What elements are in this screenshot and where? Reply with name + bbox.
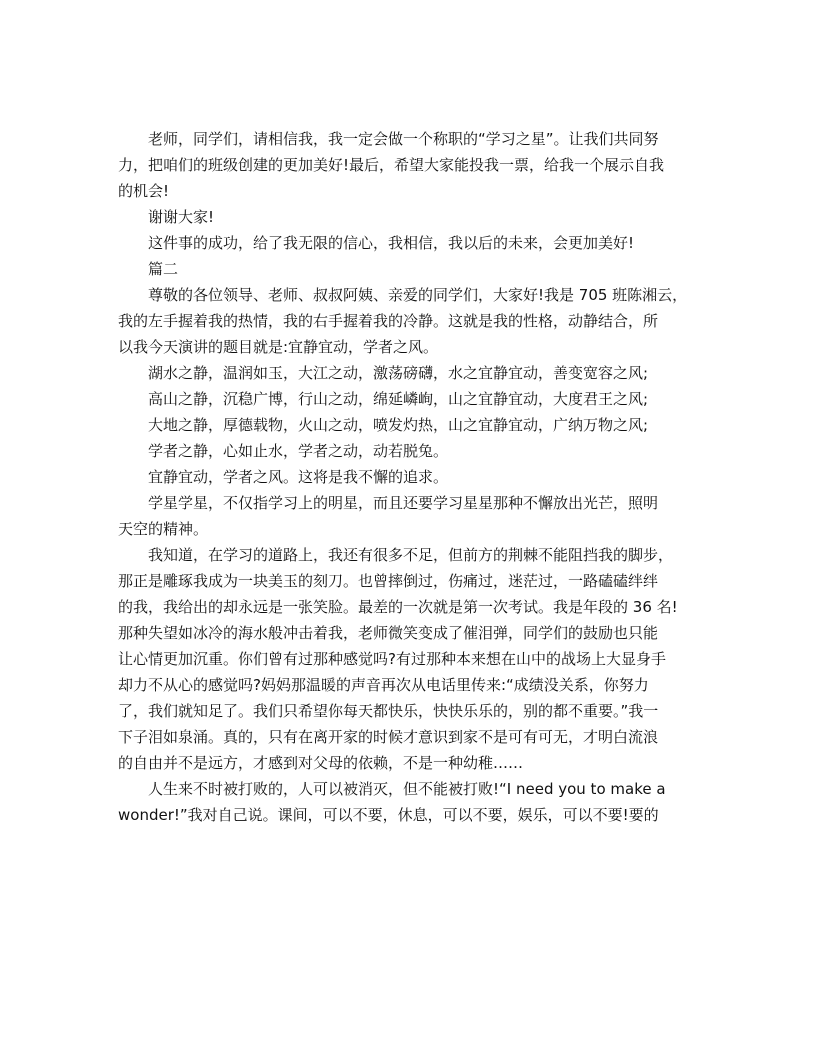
paragraph bbox=[118, 282, 698, 360]
text-line: 谢谢大家! bbox=[148, 208, 215, 226]
document-body bbox=[118, 126, 698, 828]
text-line: 学星学星，不仅指学习上的明星，而且还要学习星星那种不懈放出光芒，照明 bbox=[148, 494, 659, 512]
text-line: 篇二 bbox=[148, 260, 179, 278]
text-line: 老师，同学们，请相信我，我一定会做一个称职的“学习之星”。让我们共同努 bbox=[148, 130, 659, 148]
paragraph bbox=[118, 438, 698, 464]
paragraph bbox=[118, 412, 698, 438]
text-line: 湖水之静，温润如玉，大江之动，激荡磅礴，水之宜静宜动，善变宽容之风; bbox=[148, 364, 649, 382]
paragraph bbox=[118, 256, 698, 282]
text-line: 尊敬的各位领导、老师、叔叔阿姨、亲爱的同学们，大家好!我是 705 班陈湘云， bbox=[148, 286, 688, 304]
text-line: 宜静宜动，学者之风。这将是我不懈的追求。 bbox=[148, 468, 449, 486]
paragraph bbox=[118, 490, 698, 542]
text-line: 大地之静，厚德载物，火山之动，喷发灼热，山之宜静宜动，广纳万物之风; bbox=[148, 416, 649, 434]
text-line: 力，把咱们的班级创建的更加美好!最后，希望大家能投我一票，给我一个展示自我 bbox=[118, 156, 665, 174]
paragraph bbox=[118, 230, 698, 256]
paragraph bbox=[118, 386, 698, 412]
text-line: 却力不从心的感觉吗?妈妈那温暖的声音再次从电话里传来:“成绩没关系，你努力 bbox=[118, 676, 649, 694]
text-line: 让心情更加沉重。你们曾有过那种感觉吗?有过那种本来想在山中的战场上大显身手 bbox=[118, 650, 666, 668]
text-line: 我知道，在学习的道路上，我还有很多不足，但前方的荆棘不能阻挡我的脚步， bbox=[148, 546, 674, 564]
paragraph bbox=[118, 542, 698, 776]
paragraph bbox=[118, 360, 698, 386]
text-line: wonder!”我对自己说。课间，可以不要，休息，可以不要，娱乐，可以不要!要的 bbox=[118, 806, 659, 824]
paragraph bbox=[118, 776, 698, 828]
text-line: 的自由并不是远方，才感到对父母的依赖，不是一种幼稚…… bbox=[118, 754, 524, 772]
text-line: 下子泪如泉涌。真的，只有在离开家的时候才意识到家不是可有可无，才明白流浪 bbox=[118, 728, 659, 746]
text-line: 以我今天演讲的题目就是:宜静宜动，学者之风。 bbox=[118, 338, 439, 356]
text-line: 天空的精神。 bbox=[118, 520, 209, 538]
text-line: 人生来不时被打败的，人可以被消灭，但不能被打败!“I need you to make a bbox=[148, 780, 666, 798]
text-line: 这件事的成功，给了我无限的信心，我相信，我以后的未来，会更加美好! bbox=[148, 234, 635, 252]
text-line: 那种失望如冰冷的海水般冲击着我，老师微笑变成了催泪弹，同学们的鼓励也只能 bbox=[118, 624, 659, 642]
text-line: 我的左手握着我的热情，我的右手握着我的冷静。这就是我的性格，动静结合，所 bbox=[118, 312, 659, 330]
text-line: 学者之静，心如止水，学者之动，动若脱兔。 bbox=[148, 442, 449, 460]
paragraph bbox=[118, 204, 698, 230]
paragraph bbox=[118, 464, 698, 490]
text-line: 那正是雕琢我成为一块美玉的刻刀。也曾摔倒过，伤痛过，迷茫过，一路磕磕绊绊 bbox=[118, 572, 659, 590]
paragraph bbox=[118, 126, 698, 204]
text-line: 的机会! bbox=[118, 182, 170, 200]
text-line: 高山之静，沉稳广博，行山之动，绵延嶙峋，山之宜静宜动，大度君王之风; bbox=[148, 390, 649, 408]
text-line: 的我，我给出的却永远是一张笑脸。最差的一次就是第一次考试。我是年段的 36 名! bbox=[118, 598, 678, 616]
text-line: 了，我们就知足了。我们只希望你每天都快乐，快快乐乐的，别的都不重要。”我一 bbox=[118, 702, 659, 720]
